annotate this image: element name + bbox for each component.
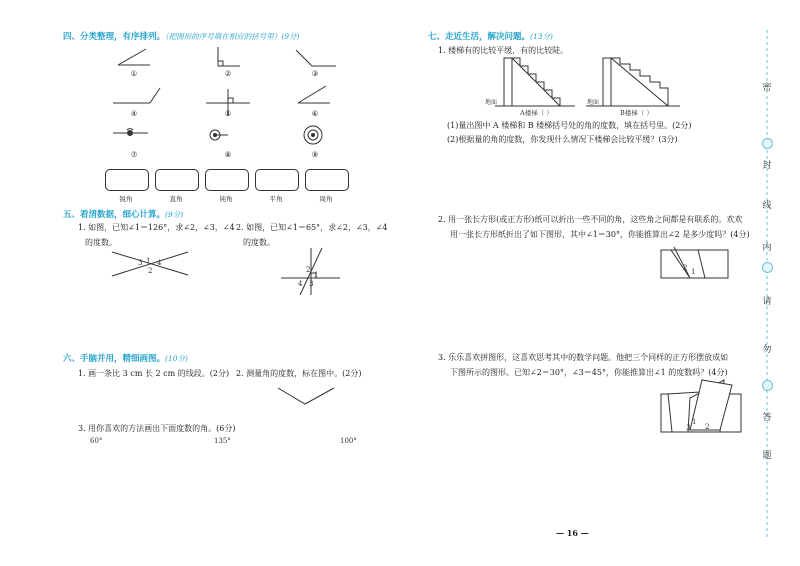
squares-label-3: 3 <box>686 424 691 432</box>
section-7-note: (13分) <box>530 32 553 41</box>
seal-char-2: 封 <box>762 161 772 171</box>
q7-1-sub2: (2)根据量的角的度数，你发现什么情况下楼梯会比较平缓？(3分) <box>447 135 678 144</box>
seal-char-6: 勿 <box>762 345 772 355</box>
angle-60: 60° <box>90 437 103 445</box>
q6-1: 1. 画一条比 3 cm 长 2 cm 的线段。(2分) <box>78 369 230 378</box>
seal-char-3: 线 <box>762 201 772 211</box>
box-label-obtuse: 钝角 <box>219 195 233 203</box>
floor-label-b: 地面 <box>587 99 600 106</box>
box-label-acute: 锐角 <box>119 195 133 203</box>
figure-number-2: ② <box>224 69 232 78</box>
angle-135: 135° <box>214 437 231 445</box>
box-label-straight: 平角 <box>269 195 283 203</box>
fold-label-1: 1 <box>691 268 696 276</box>
section-6-heading: 六、手脑并用，精细画图。 <box>63 354 166 364</box>
figure-number-6: ⑥ <box>311 109 319 118</box>
seal-dot-1 <box>762 138 773 149</box>
figure-number-9: ⑨ <box>311 150 319 159</box>
section-5-heading: 五、看清数据，细心计算。 <box>63 210 166 220</box>
q5-1-line1: 1. 如图，已知∠1＝126°，求∠2，∠3，∠4 <box>78 223 235 232</box>
fig2-label-2: 2 <box>306 266 311 274</box>
fig2-label-1: 1 <box>314 271 319 279</box>
seal-char-7: 答 <box>762 413 772 423</box>
q5-2-line1: 2. 如图，已知∠1＝65°，求∠2，∠3，∠4 <box>236 223 388 232</box>
fig2-label-4: 4 <box>298 280 303 288</box>
figure-number-7: ⑦ <box>130 150 138 159</box>
fig1-label-2: 2 <box>148 267 153 275</box>
figure-number-4: ④ <box>130 109 138 118</box>
q7-2-line1: 2. 用一张长方形(或正方形)纸可以折出一些不同的角，这些角之间都是有联系的。欢欢 <box>438 215 743 224</box>
angle-100: 100° <box>340 437 357 445</box>
section-7-heading: 七、走近生活，解决问题。 <box>428 32 531 42</box>
fig1-label-4: 4 <box>157 259 162 267</box>
section-4-note: （把图形的序号填在相应的括号里）(9分) <box>165 32 300 41</box>
squares-label-1: 1 <box>692 418 697 426</box>
squares-label-2: 2 <box>705 423 710 431</box>
q5-2-line2: 的度数。 <box>243 238 275 247</box>
q6-2: 2. 测量角的度数，标在图中。(2分) <box>236 369 362 378</box>
stair-a-label: A楼梯（ ） <box>520 109 553 117</box>
figure-number-3: ③ <box>311 69 319 78</box>
q7-3-line1: 3. 乐乐喜欢拼图形，这喜欢思考其中的数学问题。他把三个同样的正方形摆放成如 <box>438 353 729 362</box>
q7-2-line2: 用一张长方形纸折出了如下图形，其中∠1＝30°，你能推算出∠2 是多少度吗？(4分) <box>450 230 750 239</box>
stair-b-label: B楼梯（ ） <box>620 109 653 117</box>
seal-dot-2 <box>762 262 773 273</box>
section-6-note: (10分) <box>165 354 188 363</box>
figure-number-8: ⑧ <box>224 150 232 159</box>
fold-label-2: 2 <box>683 264 688 272</box>
figure-number-1: ① <box>130 69 138 78</box>
box-label-right: 直角 <box>169 195 183 203</box>
figure-number-5: ⑤ <box>224 109 232 118</box>
q5-1-line2: 的度数。 <box>85 238 117 247</box>
seal-char-4: 内 <box>762 243 772 253</box>
seal-char-1: 密 <box>762 83 772 93</box>
q7-1: 1. 楼梯有的比较平缓，有的比较陡。 <box>438 46 569 55</box>
box-label-full: 周角 <box>319 195 333 203</box>
seal-char-8: 题 <box>762 451 772 461</box>
q7-3-line2: 下图所示的图形。已知∠2＝30°，∠3＝45°，你能推算出∠1 的度数吗？(4分) <box>450 368 728 377</box>
section-4-heading: 四、分类整理，有序排列。 <box>63 32 166 42</box>
seal-dot-3 <box>762 380 773 391</box>
fig2-label-3: 3 <box>309 280 314 288</box>
seal-char-5: 请 <box>762 297 772 307</box>
q6-3: 3. 用你喜欢的方法画出下面度数的角。(6分) <box>78 424 236 433</box>
page-number: — 16 — <box>556 528 589 538</box>
section-5-note: (9分) <box>165 210 184 219</box>
floor-label-a: 地面 <box>485 99 498 106</box>
q7-1-sub1: (1)量出图中 A 楼梯和 B 楼梯括号处的角的度数，填在括号里。(2分) <box>447 121 692 130</box>
fig1-label-1: 1 <box>146 257 151 265</box>
fig1-label-3: 3 <box>138 259 143 267</box>
